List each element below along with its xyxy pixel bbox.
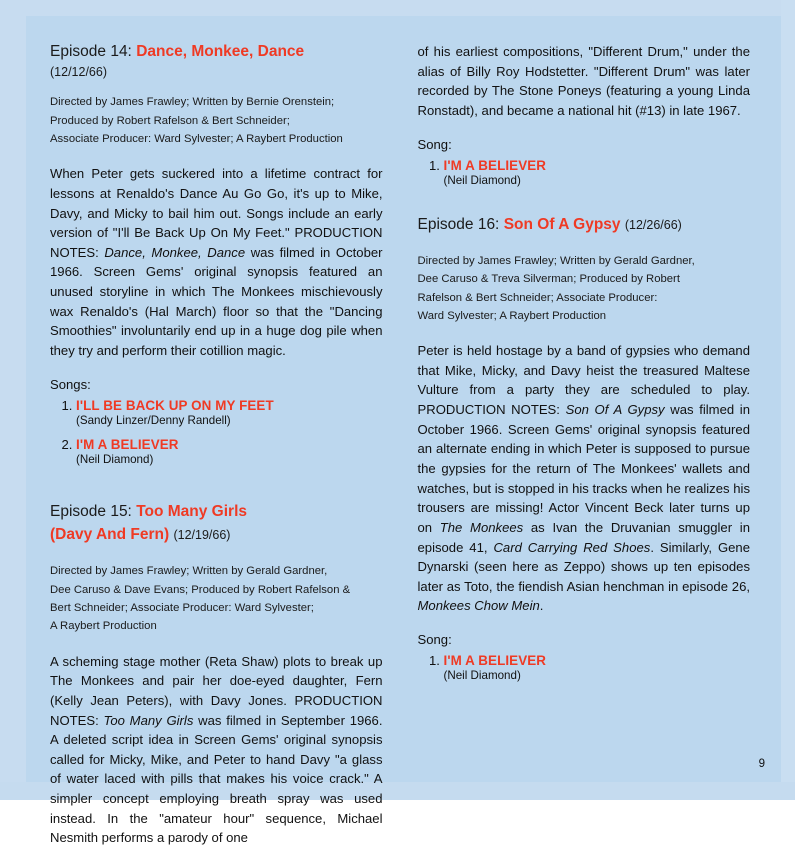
list-item	[444, 158, 751, 187]
episode-entry	[418, 215, 751, 683]
episode-credits: Directed by James Frawley; Written by Bernie Orenstein; Produced by Robert Rafelson & Bert Schneider; Associate Producer: Ward Sylvester; A Raybert Production	[50, 96, 343, 145]
episode-synopsis: Peter is held hostage by a band of gypsies who demand that Mike, Micky, and Davy heist the treasured Maltese Vulture from a party they are scheduled to play. PRODUCTION NOTES: Son Of A Gypsy was filmed in October 1966. Screen Gems' original synopsis featured an alternate ending in which Peter is supposed to pursue the gypsies for the return of The Monkees' wallets and watches, but is stopped in his tracks when he realizes his trousers are missing! Actor Vincent Beck later turns up on The Monkees as Ivan the Druvanian smuggler in episode 41, Card Carrying Red Shoes. Similarly, Gene Dynarski (seen here as Zeppo) shows up ten episodes later as Toto, the fiendish Asian henchman in episode 26, Monkees Chow Mein.	[417, 343, 751, 614]
list-item	[76, 437, 383, 466]
episode-entry	[50, 42, 383, 466]
episode-credits: Directed by James Frawley; Written by Gerald Gardner, Dee Caruso & Treva Silverman; Produced by Robert Rafelson & Bert Schneider; Associate Producer: Ward Sylvester; A Raybert Production	[417, 254, 695, 322]
episode-synopsis: A scheming stage mother (Reta Shaw) plots to break up The Monkees and pair her doe-eyed daughter, Fern (Kelly Jean Peters), with Davy Jones. PRODUCTION NOTES: Too Many Girls was filmed in September 1966. A deleted script idea in Screen Gems' original synopsis called for Micky, Mike, and Peter to hand Davy "a glass of water laced with pills that makes his voice crack." A simpler concept employing breath spray was used instead. In the "amateur hour" sequence, Michael Nesmith performs a parody of one	[50, 653, 383, 846]
song-list	[418, 653, 751, 682]
left-column	[50, 42, 383, 846]
song-writer: (Sandy Linzer/Denny Randell)	[76, 413, 231, 427]
page-edge-top	[0, 0, 795, 16]
song-list	[418, 158, 751, 187]
heading-spacer	[50, 548, 383, 562]
song-writer: (Neil Diamond)	[443, 173, 521, 187]
section-spacer	[418, 201, 751, 215]
song-list	[50, 398, 383, 466]
song-title: I'LL BE BACK UP ON MY FEET	[76, 397, 274, 413]
page-edge-right	[781, 0, 795, 800]
episode-subtitle: (Davy And Fern)	[50, 526, 170, 544]
list-item	[444, 653, 751, 682]
episode-title: Son Of A Gypsy	[503, 215, 621, 233]
episode-number: Episode 15:	[50, 502, 132, 520]
episode-credits: Directed by James Frawley; Written by Gerald Gardner, Dee Caruso & Dave Evans; Produced by Robert Rafelson & Bert Schneider; Associate Producer: Ward Sylvester; A Raybert Production	[50, 565, 351, 633]
list-item	[76, 398, 383, 427]
page-edge-left	[0, 0, 26, 800]
episode-heading	[50, 42, 383, 61]
section-spacer	[50, 480, 383, 502]
episode-synopsis: When Peter gets suckered into a lifetime contract for lessons at Renaldo's Dance Au Go Go, it's up to Mike, Davy, and Micky to bail him out. Songs include an early version of "I'll Be Back Up On My Feet." PRODUCTION NOTES: Dance, Monkee, Dance was filmed in October 1966. Screen Gems' original synopsis featured an unused storyline in which The Monkees mischievously wax Renaldo's (Hal March) floor so that the "Dancing Smoothies" involuntarily end up in a huge dog pile when they try and perform their cotillion magic.	[50, 166, 383, 359]
episode-heading-subtitle	[50, 525, 383, 544]
songs-label: Song:	[417, 632, 452, 648]
two-column-layout	[50, 42, 751, 846]
heading-spacer	[418, 238, 751, 252]
episode-airdate: (12/19/66)	[173, 528, 231, 543]
song-title: I'M A BELIEVER	[76, 436, 179, 452]
episode-heading	[50, 502, 383, 521]
songs-label: Songs:	[50, 376, 91, 392]
episode-title: Dance, Monkee, Dance	[136, 43, 305, 60]
synopsis-continuation: of his earliest compositions, "Different Drum," under the alias of Billy Roy Hodstetter. "Different Drum" was later recorded by The Stone Poneys (featuring a young Linda Ronstadt), and became a national hit (#13) in late 1967.	[417, 44, 750, 118]
episode-number: Episode 14:	[50, 43, 132, 60]
episode-heading	[418, 215, 751, 234]
song-writer: (Neil Diamond)	[76, 452, 154, 466]
songs-label: Song:	[417, 136, 452, 152]
right-column	[418, 42, 751, 762]
episode-number: Episode 16:	[417, 215, 500, 233]
song-writer: (Neil Diamond)	[443, 669, 521, 683]
song-title: I'M A BELIEVER	[443, 653, 547, 669]
episode-entry	[50, 502, 383, 848]
episode-airdate: (12/26/66)	[624, 217, 682, 232]
song-title: I'M A BELIEVER	[443, 157, 547, 173]
page-number: 9	[758, 758, 765, 770]
episode-title: Too Many Girls	[136, 502, 247, 520]
episode-airdate: (12/12/66)	[50, 65, 107, 80]
